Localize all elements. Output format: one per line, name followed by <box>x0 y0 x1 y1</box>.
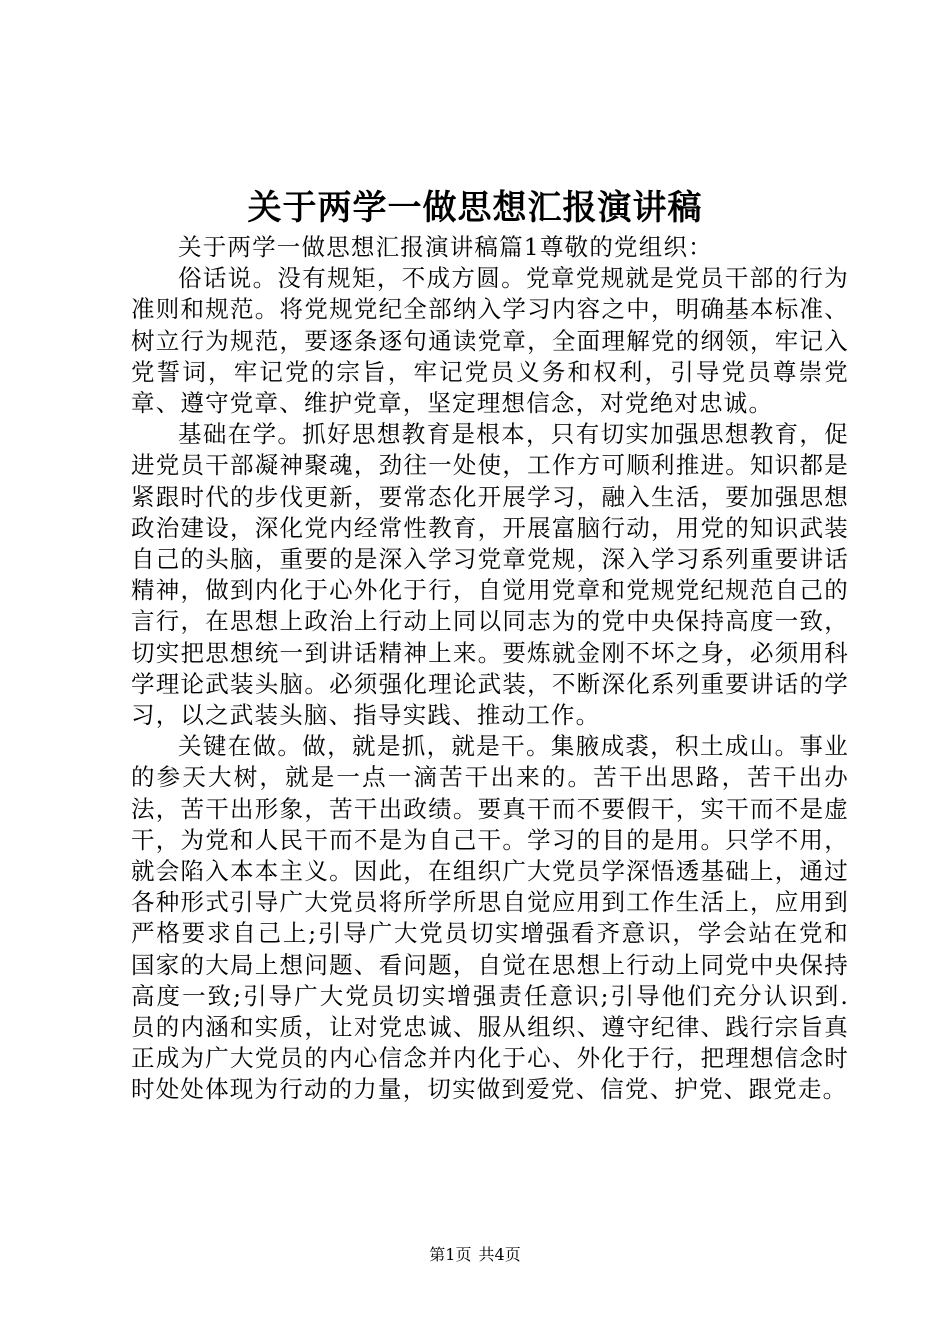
page-footer <box>0 1244 950 1266</box>
document-title: 关于两学一做思想汇报演讲稿 <box>247 188 703 228</box>
paragraph-action: 关键在做。做，就是抓，就是干。集腋成裘，积土成山。事业的参天大树，就是一点一滴苦干出来的。苦干出思路，苦干出办法，苦干出形象，苦干出政绩。要真干而不要假干，实干而不是虚干，为党和人民干而不是为自己干。学习的目的是用。只学不用，就会陷入本本主义。因此，在组织广大党员学深悟透基础上，通过各种形式引导广大党员将所学所思自觉应用到工作生活上，应用到严格要求自己上;引导广大党员切实增强看齐意识，学会站在党和国家的大局上想问题、看问题，自觉在思想上行动上同党中央保持高度一致;引导广大党员切实增强责任意识;引导他们充分认识到.员的内涵和实质，让对党忠诚、服从组织、遵守纪律、践行宗旨真正成为广大党员的内心信念并内化于心、外化于行，把理想信念时时处处体现为行动的力量，切实做到爱党、信党、护党、跟党走。 <box>131 732 849 1104</box>
page-number: 第1页 <box>429 1245 472 1264</box>
document-body <box>131 232 849 1106</box>
paragraph-greeting: 关于两学一做思想汇报演讲稿篇1尊敬的党组织： <box>178 233 713 261</box>
paragraph-study: 基础在学。抓好思想教育是根本，只有切实加强思想教育，促进党员干部凝神聚魂，劲往一处使，工作方可顺利推进。知识都是紧跟时代的步伐更新，要常态化开展学习，融入生活，要加强思想政治建设，深化党内经常性教育，开展富脑行动，用党的知识武装自己的头脑，重要的是深入学习党章党规，深入学习系列重要讲话精神，做到内化于心外化于行，自觉用党章和党规党纪规范自己的言行，在思想上政治上行动上同以同志为的党中央保持高度一致，切实把思想统一到讲话精神上来。要炼就金刚不坏之身，必须用科学理论武装头脑。必须强化理论武装，不断深化系列重要讲话的学习，以之武装头脑、指导实践、推动工作。 <box>131 420 849 730</box>
page-total: 共4页 <box>478 1245 521 1264</box>
paragraph-rules: 俗话说。没有规矩，不成方圆。党章党规就是党员干部的行为准则和规范。将党规党纪全部纳入学习内容之中，明确基本标准、树立行为规范，要逐条逐句通读党章，全面理解党的纲领，牢记入党誓词，牢记党的宗旨，牢记党员义务和权利，引导党员尊崇党章、遵守党章、维护党章，坚定理想信念，对党绝对忠诚。 <box>131 264 849 418</box>
